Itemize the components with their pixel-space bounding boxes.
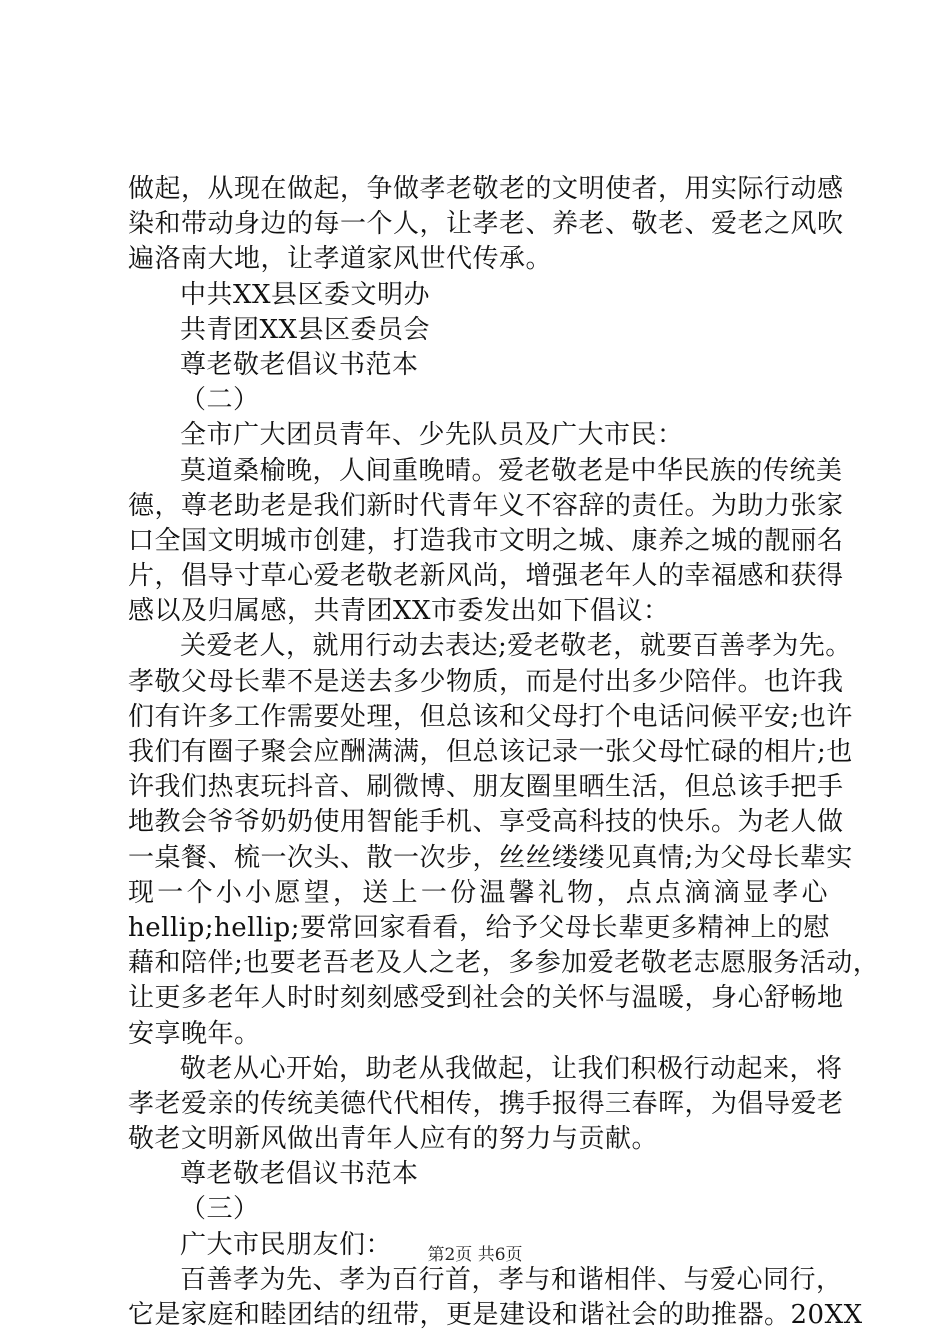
text-line: 口全国文明城市创建，打造我市文明之城、康养之城的靓丽名 bbox=[128, 525, 844, 556]
text-line: 地教会爷爷奶奶使用智能手机、享受高科技的快乐。为老人做 bbox=[128, 807, 844, 838]
page-number: 第2页 共6页 bbox=[427, 1245, 523, 1265]
section-number: （二） bbox=[180, 385, 260, 416]
text-line: 片，倡导寸草心爱老敬老新风尚，增强老年人的幸福感和获得 bbox=[128, 561, 844, 592]
text-line: 染和带动身边的每一个人，让孝老、养老、敬老、爱老之风吹 bbox=[128, 209, 844, 240]
text-line: 许我们热衷玩抖音、刷微博、朋友圈里晒生活，但总该手把手 bbox=[128, 772, 844, 803]
text-line: 让更多老年人时时刻刻感受到社会的关怀与温暖，身心舒畅地 bbox=[128, 983, 844, 1014]
text-line: 一桌餐、梳一次头、散一次步，丝丝缕缕见真情;为父母长辈实 bbox=[128, 842, 853, 873]
text-line: hellip;hellip;要常回家看看，给予父母长辈更多精神上的慰 bbox=[128, 912, 830, 943]
text-line: 敬老从心开始，助老从我做起，让我们积极行动起来，将 bbox=[180, 1053, 843, 1084]
text-line: 它是家庭和睦团结的纽带，更是建设和谐社会的助推器。20XX bbox=[128, 1300, 863, 1330]
section-title: 尊老敬老倡议书范本 bbox=[180, 349, 419, 380]
salutation: 全市广大团员青年、少先队员及广大市民： bbox=[180, 420, 684, 451]
text-line: 敬老文明新风做出青年人应有的努力与贡献。 bbox=[128, 1124, 659, 1155]
text-line: 安享晚年。 bbox=[128, 1018, 261, 1049]
text-line: 我们有圈子聚会应酬满满，但总该记录一张父母忙碌的相片;也 bbox=[128, 737, 853, 767]
page-footer bbox=[0, 1244, 950, 1266]
text-line: 遍洛南大地，让孝道家风世代传承。 bbox=[128, 244, 553, 275]
signature-organization: 共青团XX县区委员会 bbox=[180, 314, 431, 345]
salutation: 广大市民朋友们： bbox=[180, 1229, 393, 1260]
text-line: 孝老爱亲的传统美德代代相传，携手报得三春晖，为倡导爱老 bbox=[128, 1088, 844, 1119]
text-line: 莫道桑榆晚，人间重晚晴。爱老敬老是中华民族的传统美 bbox=[180, 455, 843, 486]
section-number: （三） bbox=[180, 1194, 260, 1225]
text-line: 现一个小小愿望，送上一份温馨礼物，点点滴滴显孝心 bbox=[128, 877, 828, 908]
text-line: 们有许多工作需要处理，但总该和父母打个电话问候平安;也许 bbox=[128, 701, 853, 732]
text-line: 孝敬父母长辈不是送去多少物质，而是付出多少陪伴。也许我 bbox=[128, 666, 844, 697]
text-line: 关爱老人，就用行动去表达;爱老敬老，就要百善孝为先。 bbox=[180, 631, 852, 662]
text-line: 藉和陪伴;也要老吾老及人之老，多参加爱老敬老志愿服务活动， bbox=[128, 948, 880, 979]
signature-organization: 中共XX县区委文明办 bbox=[180, 279, 431, 310]
text-line: 感以及归属感，共青团XX市委发出如下倡议： bbox=[128, 596, 670, 627]
section-title: 尊老敬老倡议书范本 bbox=[180, 1159, 419, 1190]
text-line: 百善孝为先、孝为百行首，孝与和谐相伴、与爱心同行， bbox=[180, 1264, 843, 1295]
text-line: 德，尊老助老是我们新时代青年义不容辞的责任。为助力张家 bbox=[128, 490, 844, 521]
text-line: 做起，从现在做起，争做孝老敬老的文明使者，用实际行动感 bbox=[128, 174, 844, 204]
document-body bbox=[128, 172, 880, 1333]
